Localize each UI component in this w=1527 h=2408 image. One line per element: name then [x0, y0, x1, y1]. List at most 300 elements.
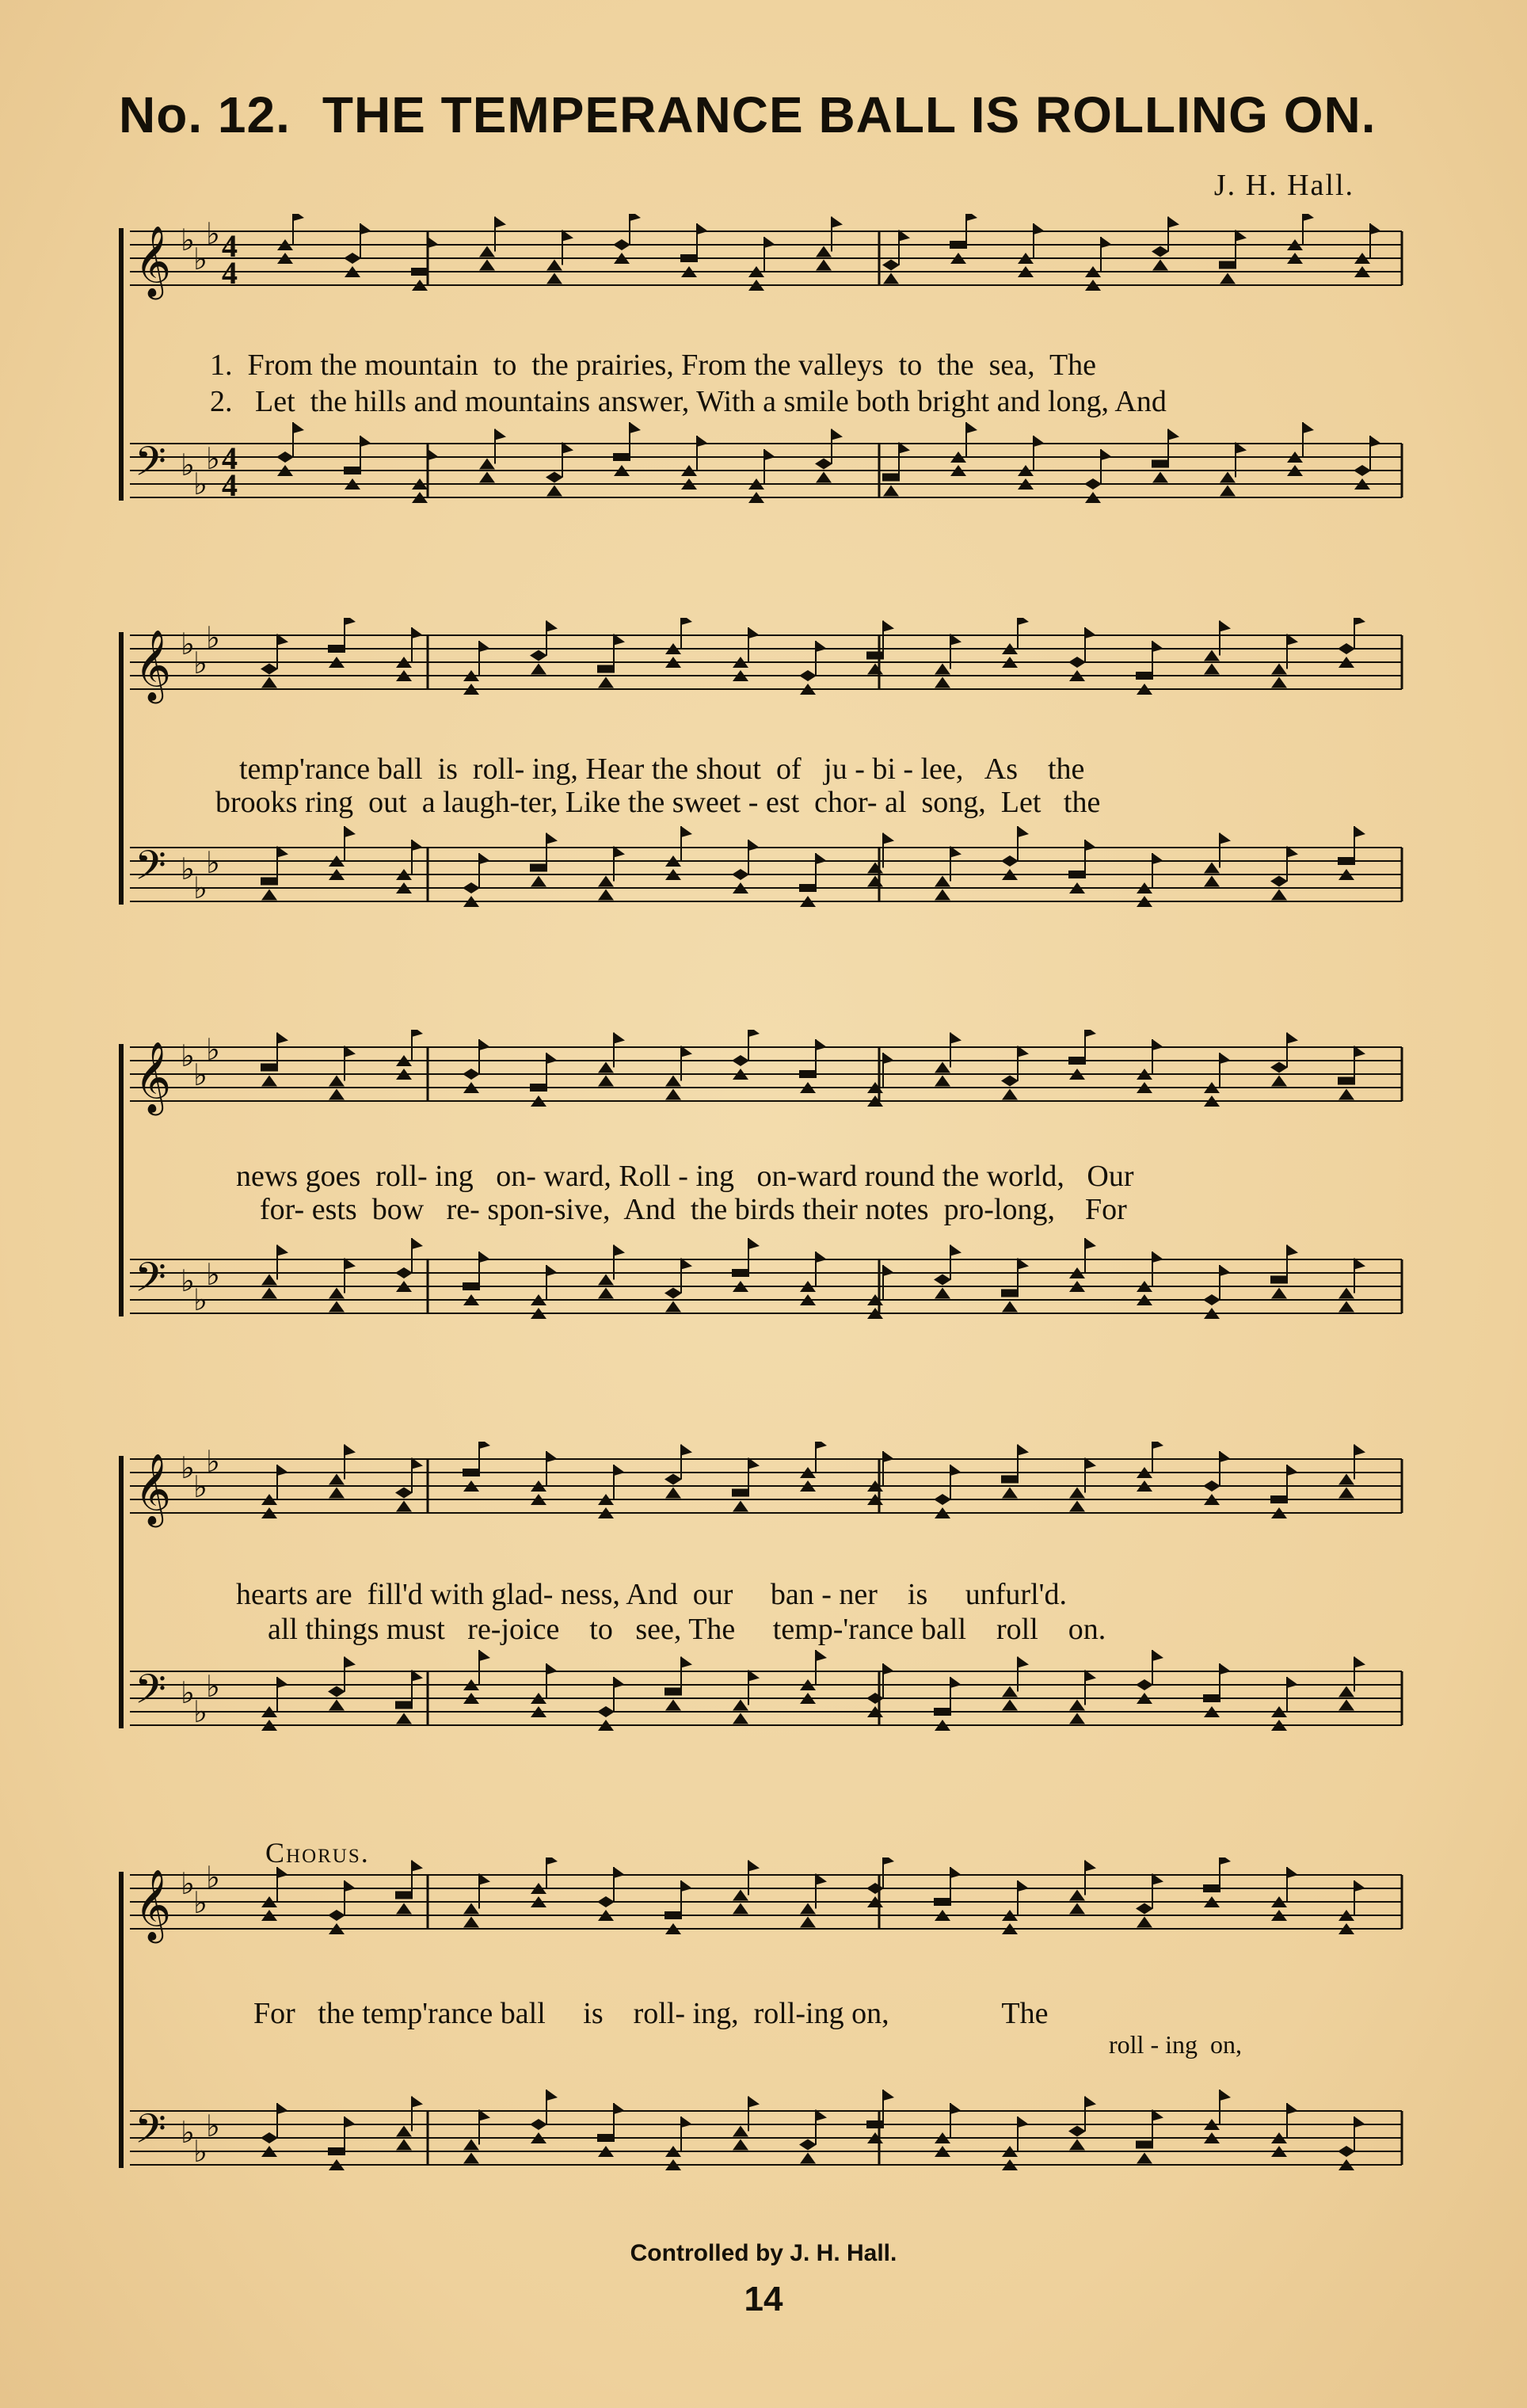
- shape-note-triangle-icon: [816, 260, 832, 271]
- note-flag: [950, 1245, 962, 1256]
- note-flag: [495, 429, 506, 440]
- note-flag: [1034, 223, 1045, 234]
- note-flag: [883, 1265, 894, 1276]
- treble-clef-icon: 𝄞: [135, 227, 172, 295]
- bass-clef-icon: 𝄢: [135, 1668, 166, 1722]
- shape-note-square-icon: [1270, 1495, 1288, 1503]
- note-flag: [412, 840, 423, 851]
- lyric-verse-1-line: news goes roll- ing on- ward, Roll - ing on-ward round the world, Our: [236, 1160, 1134, 1193]
- note-flag: [412, 1238, 423, 1249]
- shape-note-diamond-icon: [934, 1274, 951, 1286]
- shape-note-diamond-icon: [1203, 1294, 1220, 1305]
- shape-note-diamond-icon: [866, 1693, 884, 1704]
- note-flag: [883, 1053, 894, 1064]
- note-flag: [832, 429, 843, 440]
- flat-sign-icon: ♭: [193, 647, 208, 680]
- shape-note-triangle-icon: [883, 486, 899, 497]
- shape-note-triangle-icon: [1271, 677, 1287, 688]
- note-flag: [1303, 422, 1314, 433]
- shape-note-triangle-icon: [1137, 2153, 1152, 2164]
- shape-note-diamond-icon: [597, 1706, 615, 1717]
- shape-note-square-icon: [597, 2134, 615, 2142]
- shape-note-triangle-icon: [329, 1301, 345, 1313]
- note-flag: [764, 237, 775, 248]
- note-flag: [816, 1039, 827, 1050]
- shape-note-square-icon: [1136, 2141, 1153, 2149]
- lyric-verse-2-line: all things must re-joice to see, The temp-'rance ball roll on.: [268, 1613, 1106, 1646]
- note-flag: [681, 1445, 692, 1456]
- note-flag: [1287, 1245, 1298, 1256]
- note-flag: [1152, 1442, 1163, 1449]
- bass-clef-icon: 𝄢: [135, 2108, 166, 2162]
- shape-note-diamond-icon: [799, 2139, 817, 2151]
- shape-note-triangle-icon: [935, 1288, 950, 1299]
- shape-note-diamond-icon: [815, 459, 832, 470]
- system-bracket: [119, 632, 124, 905]
- note-flag: [428, 449, 439, 460]
- shape-note-triangle-icon: [531, 664, 546, 675]
- shape-note-square-icon: [1203, 1694, 1220, 1702]
- shape-note-diamond-icon: [463, 1069, 480, 1080]
- shape-note-triangle-icon: [396, 1501, 412, 1512]
- composer-credit: J. H. Hall.: [1213, 169, 1354, 202]
- note-flag: [1085, 1030, 1096, 1037]
- note-flag: [1152, 1252, 1163, 1263]
- shape-note-triangle-icon: [329, 1474, 345, 1485]
- lyric-verse-2-line: for- ests bow re- spon-sive, And the birds their notes pro-long, For: [260, 1193, 1127, 1226]
- shape-note-square-icon: [411, 268, 428, 276]
- flat-sign-icon: ♭: [206, 443, 220, 476]
- shape-note-triangle-icon: [816, 472, 832, 483]
- shape-note-triangle-icon: [883, 273, 899, 284]
- note-flag: [950, 1867, 962, 1878]
- shape-note-triangle-icon: [1069, 1890, 1085, 1901]
- note-flag: [546, 2090, 558, 2101]
- shape-note-diamond-icon: [664, 1288, 682, 1299]
- flat-sign-icon: ♭: [206, 847, 220, 880]
- shape-note-triangle-icon: [1339, 1686, 1354, 1697]
- treble-clef-icon: 𝄞: [135, 1042, 172, 1111]
- note-flag: [428, 237, 439, 248]
- shape-note-diamond-icon: [530, 2119, 547, 2130]
- note-flag: [1287, 1033, 1298, 1044]
- shape-note-square-icon: [261, 1064, 278, 1072]
- shape-note-diamond-icon: [1136, 1679, 1153, 1690]
- note-flag: [950, 1677, 962, 1688]
- shape-note-triangle-icon: [329, 1700, 345, 1711]
- flat-sign-icon: ♭: [206, 218, 220, 251]
- note-flag: [681, 2117, 692, 2128]
- shape-note-square-icon: [934, 1708, 951, 1716]
- lyric-verse-2-line: 2. Let the hills and mountains answer, With a smile both bright and long, And: [210, 385, 1167, 418]
- note-flag: [748, 1861, 760, 1872]
- song-title: THE TEMPERANCE BALL IS ROLLING ON.: [322, 86, 1377, 143]
- shape-note-triangle-icon: [733, 1890, 748, 1901]
- note-flag: [479, 641, 490, 652]
- shape-note-triangle-icon: [1069, 2139, 1085, 2151]
- note-flag: [1152, 1039, 1163, 1050]
- note-flag: [1152, 641, 1163, 652]
- shape-note-triangle-icon: [598, 890, 614, 901]
- shape-note-triangle-icon: [1339, 1488, 1354, 1499]
- shape-note-triangle-icon: [935, 1062, 950, 1073]
- song-number: No. 12.: [119, 86, 291, 143]
- note-flag: [345, 2117, 356, 2128]
- note-flag: [1018, 1657, 1029, 1668]
- shape-note-triangle-icon: [665, 1700, 681, 1711]
- note-flag: [546, 1857, 558, 1865]
- shape-note-triangle-icon: [665, 1076, 681, 1087]
- shape-note-diamond-icon: [1001, 1076, 1019, 1087]
- note-flag: [1220, 1663, 1231, 1675]
- music-system-chorus: [119, 1857, 1426, 2214]
- shape-note-diamond-icon: [463, 882, 480, 893]
- shape-note-triangle-icon: [1069, 1488, 1085, 1499]
- shape-note-diamond-icon: [799, 670, 817, 681]
- shape-note-square-icon: [1152, 460, 1169, 468]
- note-flag: [277, 1867, 288, 1878]
- lyric-chorus-echo: roll - ing on,: [1109, 2030, 1242, 2059]
- shape-note-triangle-icon: [1002, 1700, 1018, 1711]
- flat-sign-icon: ♭: [193, 872, 208, 905]
- shape-note-triangle-icon: [546, 486, 562, 497]
- flat-sign-icon: ♭: [206, 622, 220, 655]
- note-flag: [1152, 1650, 1163, 1661]
- note-flag: [1354, 1880, 1365, 1892]
- shape-note-triangle-icon: [1339, 1089, 1354, 1100]
- shape-note-triangle-icon: [800, 2153, 816, 2164]
- shape-note-triangle-icon: [733, 2126, 748, 2137]
- music-system-3: [119, 1030, 1426, 1362]
- time-signature-icon: 4: [222, 440, 238, 476]
- note-flag: [345, 826, 356, 837]
- note-flag: [1220, 1053, 1231, 1064]
- shape-note-triangle-icon: [1002, 1301, 1018, 1313]
- system-bracket: [119, 1456, 124, 1728]
- shape-note-triangle-icon: [1271, 664, 1287, 675]
- shape-note-diamond-icon: [613, 239, 630, 250]
- note-flag: [883, 833, 894, 844]
- flat-sign-icon: ♭: [193, 1696, 208, 1729]
- page-number: 14: [744, 2280, 783, 2318]
- shape-note-diamond-icon: [1152, 246, 1169, 257]
- note-flag: [748, 2097, 760, 2108]
- flat-sign-icon: ♭: [206, 1446, 220, 1479]
- shape-note-square-icon: [866, 2120, 884, 2128]
- shape-note-triangle-icon: [1271, 890, 1287, 901]
- note-flag: [546, 1265, 558, 1276]
- flat-sign-icon: ♭: [181, 1677, 195, 1710]
- bass-clef-icon: 𝄢: [135, 440, 166, 494]
- note-flag: [950, 1465, 962, 1476]
- shape-note-triangle-icon: [1271, 1288, 1287, 1299]
- note-flag: [277, 1245, 288, 1256]
- note-flag: [697, 223, 708, 234]
- note-flag: [748, 1030, 760, 1037]
- note-flag: [697, 436, 708, 447]
- note-flag: [412, 1861, 423, 1872]
- note-flag: [966, 214, 977, 221]
- note-flag: [1370, 436, 1381, 447]
- shape-note-triangle-icon: [665, 1301, 681, 1313]
- note-flag: [950, 2103, 962, 2114]
- shape-note-square-icon: [1219, 261, 1236, 269]
- note-flag: [1085, 627, 1096, 638]
- note-flag: [1085, 2097, 1096, 2108]
- note-flag: [479, 1442, 490, 1449]
- shape-note-triangle-icon: [261, 1274, 277, 1286]
- note-flag: [614, 1465, 625, 1476]
- shape-note-diamond-icon: [1068, 2126, 1086, 2137]
- note-flag: [630, 422, 641, 433]
- shape-note-square-icon: [680, 254, 698, 262]
- shape-note-triangle-icon: [733, 1700, 748, 1711]
- note-flag: [1085, 1861, 1096, 1872]
- note-flag: [614, 2103, 625, 2114]
- note-flag: [546, 1451, 558, 1462]
- flat-sign-icon: ♭: [181, 1452, 195, 1485]
- note-flag: [614, 1677, 625, 1688]
- copyright-credit: Controlled by J. H. Hall.: [630, 2240, 897, 2266]
- shape-note-square-icon: [1001, 1290, 1019, 1297]
- note-flag: [1220, 621, 1231, 632]
- note-flag: [1287, 1465, 1298, 1476]
- shape-note-diamond-icon: [732, 869, 749, 880]
- note-flag: [681, 826, 692, 837]
- note-flag: [546, 1663, 558, 1675]
- note-flag: [1220, 833, 1231, 844]
- time-signature-icon: 4: [222, 467, 238, 503]
- shape-note-square-icon: [1068, 1057, 1086, 1065]
- shape-note-square-icon: [664, 1911, 682, 1919]
- shape-note-triangle-icon: [546, 273, 562, 284]
- lyric-verse-1-line: 1. From the mountain to the prairies, From the valleys to the sea, The: [210, 349, 1097, 382]
- time-signature-icon: 4: [222, 255, 238, 291]
- note-flag: [748, 1238, 760, 1249]
- shape-note-triangle-icon: [935, 677, 950, 688]
- shape-note-square-icon: [463, 1469, 480, 1476]
- shape-note-triangle-icon: [261, 890, 277, 901]
- chorus-label: Chorus.: [265, 1837, 370, 1869]
- note-flag: [832, 217, 843, 228]
- shape-note-triangle-icon: [463, 1917, 479, 1928]
- shape-note-triangle-icon: [396, 1903, 412, 1915]
- flat-sign-icon: ♭: [181, 628, 195, 661]
- note-flag: [479, 1650, 490, 1661]
- note-flag: [360, 436, 371, 447]
- note-flag: [277, 1465, 288, 1476]
- note-flag: [816, 1252, 827, 1263]
- note-flag: [546, 833, 558, 844]
- shape-note-square-icon: [1338, 857, 1355, 865]
- note-flag: [1354, 826, 1365, 837]
- shape-note-triangle-icon: [598, 1076, 614, 1087]
- note-flag: [764, 449, 775, 460]
- shape-note-triangle-icon: [329, 1288, 345, 1299]
- note-flag: [1220, 1451, 1231, 1462]
- shape-note-triangle-icon: [598, 876, 614, 887]
- shape-note-triangle-icon: [1204, 876, 1220, 887]
- note-flag: [883, 621, 894, 632]
- bass-clef-icon: 𝄢: [135, 844, 166, 898]
- flat-sign-icon: ♭: [181, 1868, 195, 1901]
- shape-note-square-icon: [1270, 1276, 1288, 1284]
- shape-note-diamond-icon: [395, 1267, 413, 1278]
- shape-note-diamond-icon: [732, 1055, 749, 1066]
- shape-note-diamond-icon: [1136, 1903, 1153, 1915]
- shape-note-triangle-icon: [598, 677, 614, 688]
- shape-note-triangle-icon: [546, 260, 562, 271]
- shape-note-diamond-icon: [328, 1686, 345, 1697]
- shape-note-diamond-icon: [866, 1883, 884, 1894]
- shape-note-diamond-icon: [1354, 465, 1371, 476]
- shape-note-square-icon: [732, 1489, 749, 1497]
- shape-note-square-icon: [613, 453, 630, 461]
- note-flag: [1018, 2117, 1029, 2128]
- shape-note-triangle-icon: [1271, 1076, 1287, 1087]
- shape-note-triangle-icon: [867, 876, 883, 887]
- shape-note-diamond-icon: [597, 1896, 615, 1907]
- treble-clef-icon: 𝄞: [135, 631, 172, 699]
- note-flag: [1287, 1867, 1298, 1878]
- shape-note-triangle-icon: [800, 1903, 816, 1915]
- shape-note-square-icon: [1068, 871, 1086, 878]
- shape-note-triangle-icon: [1137, 1917, 1152, 1928]
- shape-note-triangle-icon: [1339, 1700, 1354, 1711]
- note-flag: [479, 853, 490, 864]
- treble-clef-icon: 𝄞: [135, 1870, 172, 1939]
- shape-note-square-icon: [395, 1892, 413, 1899]
- shape-note-square-icon: [664, 1688, 682, 1696]
- shape-note-triangle-icon: [261, 1288, 277, 1299]
- note-flag: [614, 1245, 625, 1256]
- note-flag: [1018, 618, 1029, 625]
- shape-note-diamond-icon: [328, 1910, 345, 1921]
- note-flag: [1354, 2117, 1365, 2128]
- note-flag: [479, 1039, 490, 1050]
- shape-note-triangle-icon: [733, 2139, 748, 2151]
- shape-note-diamond-icon: [1001, 855, 1019, 867]
- shape-note-triangle-icon: [935, 664, 950, 675]
- song-title-line: [119, 86, 1376, 144]
- shape-note-square-icon: [950, 241, 967, 249]
- note-flag: [1287, 1677, 1298, 1688]
- shape-note-square-icon: [882, 474, 900, 482]
- note-flag: [1354, 1445, 1365, 1456]
- shape-note-triangle-icon: [396, 1713, 412, 1724]
- note-flag: [277, 1677, 288, 1688]
- music-system-1: [119, 214, 1426, 547]
- shape-note-square-icon: [530, 1084, 547, 1092]
- shape-note-triangle-icon: [1002, 1089, 1018, 1100]
- note-flag: [614, 1033, 625, 1044]
- shape-note-diamond-icon: [344, 253, 361, 264]
- note-flag: [883, 1663, 894, 1675]
- note-flag: [546, 621, 558, 632]
- shape-note-square-icon: [261, 878, 278, 886]
- shape-note-triangle-icon: [479, 472, 495, 483]
- lyric-verse-1-line: hearts are fill'd with glad- ness, And our ban - ner is unfurl'd.: [236, 1578, 1067, 1611]
- note-flag: [1168, 217, 1179, 228]
- note-flag: [1085, 840, 1096, 851]
- shape-note-triangle-icon: [733, 1501, 748, 1512]
- note-flag: [1018, 826, 1029, 837]
- note-flag: [495, 217, 506, 228]
- shape-note-triangle-icon: [867, 863, 883, 874]
- note-flag: [345, 618, 356, 625]
- shape-note-diamond-icon: [261, 2132, 278, 2143]
- shape-note-triangle-icon: [598, 1062, 614, 1073]
- shape-note-triangle-icon: [598, 1288, 614, 1299]
- note-flag: [412, 627, 423, 638]
- note-flag: [883, 2090, 894, 2101]
- flat-sign-icon: ♭: [206, 1671, 220, 1704]
- note-flag: [681, 618, 692, 625]
- shape-note-square-icon: [1136, 672, 1153, 680]
- shape-note-triangle-icon: [1220, 472, 1236, 483]
- lyric-verse-2-line: brooks ring out a laugh-ter, Like the sweet - est chor- al song, Let the: [215, 786, 1101, 819]
- shape-note-diamond-icon: [1338, 643, 1355, 654]
- note-flag: [546, 1053, 558, 1064]
- shape-note-square-icon: [597, 665, 615, 673]
- shape-note-triangle-icon: [1204, 650, 1220, 661]
- shape-note-triangle-icon: [1069, 1903, 1085, 1915]
- note-flag: [1018, 1880, 1029, 1892]
- flat-sign-icon: ♭: [193, 2136, 208, 2169]
- note-flag: [681, 1880, 692, 1892]
- note-flag: [816, 1442, 827, 1449]
- shape-note-triangle-icon: [1069, 1713, 1085, 1724]
- flat-sign-icon: ♭: [181, 2117, 195, 2150]
- shape-note-square-icon: [799, 884, 817, 892]
- shape-note-triangle-icon: [1339, 1474, 1354, 1485]
- shape-note-triangle-icon: [1069, 1700, 1085, 1711]
- shape-note-square-icon: [395, 1701, 413, 1709]
- shape-note-square-icon: [866, 652, 884, 660]
- shape-note-diamond-icon: [395, 1488, 413, 1499]
- shape-note-square-icon: [344, 467, 361, 474]
- shape-note-triangle-icon: [665, 1089, 681, 1100]
- note-flag: [1354, 1657, 1365, 1668]
- lyric-verse-1-line: temp'rance ball is roll- ing, Hear the shout of ju - bi - lee, As the: [239, 752, 1085, 786]
- note-flag: [277, 1033, 288, 1044]
- note-flag: [816, 853, 827, 864]
- note-flag: [748, 627, 760, 638]
- flat-sign-icon: ♭: [206, 2110, 220, 2143]
- shape-note-triangle-icon: [531, 876, 546, 887]
- shape-note-triangle-icon: [479, 260, 495, 271]
- note-flag: [1220, 1265, 1231, 1276]
- note-flag: [883, 1451, 894, 1462]
- shape-note-triangle-icon: [479, 246, 495, 257]
- shape-note-square-icon: [1338, 1077, 1355, 1085]
- shape-note-triangle-icon: [1339, 1288, 1354, 1299]
- note-flag: [412, 2097, 423, 2108]
- shape-note-diamond-icon: [261, 664, 278, 675]
- shape-note-triangle-icon: [1152, 472, 1168, 483]
- flat-sign-icon: ♭: [181, 1265, 195, 1298]
- shape-note-triangle-icon: [396, 2126, 412, 2137]
- note-flag: [1303, 214, 1314, 221]
- shape-note-triangle-icon: [1069, 1501, 1085, 1512]
- note-flag: [345, 1880, 356, 1892]
- bass-clef-icon: 𝄢: [135, 1256, 166, 1310]
- flat-sign-icon: ♭: [193, 1284, 208, 1317]
- note-flag: [1168, 429, 1179, 440]
- shape-note-diamond-icon: [1338, 2146, 1355, 2157]
- shape-note-square-icon: [1001, 1476, 1019, 1484]
- note-flag: [345, 1445, 356, 1456]
